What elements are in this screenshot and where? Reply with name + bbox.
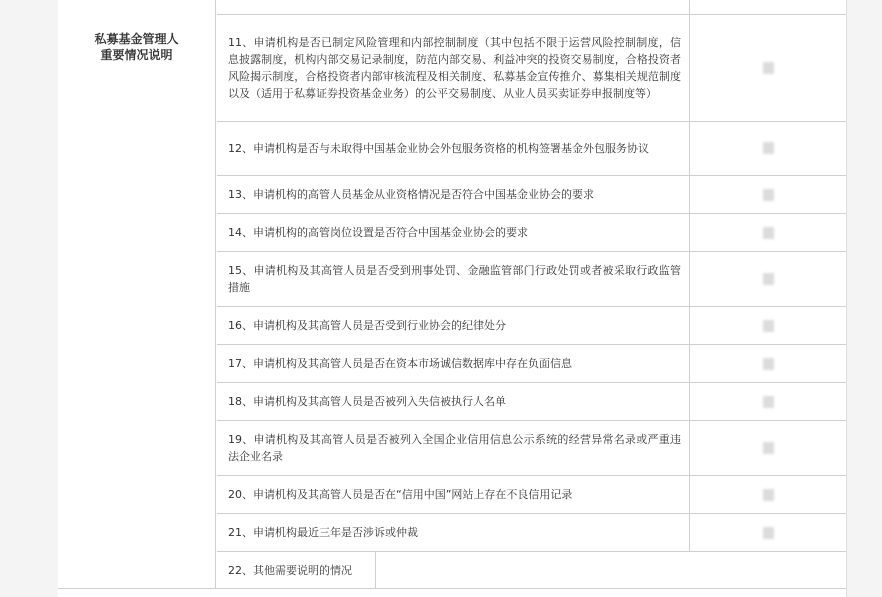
section-label-line1: 私募基金管理人 bbox=[94, 32, 179, 46]
question-11: 11、申请机构是否已制定风险管理和内部控制制度（其中包括不限于运营风险控制制度，信息披露制度，机构内部交易记录制度，防范内部交易、利益冲突的投资交易制度，合格投资者风险揭示制度，合格投资者内部审核流程及相关制度、私募基金宣传推介、募集相关规范制度以及（适用于私募证券投资基金业务）的公平交易制度、从业人员买卖证券申报制度等） bbox=[228, 36, 681, 100]
form-table bbox=[58, 0, 846, 597]
question-17: 17、申请机构及其高管人员是否在资本市场诚信数据库中存在负面信息 bbox=[228, 357, 572, 370]
table-row-21 bbox=[217, 514, 846, 552]
answer-cell-11 bbox=[689, 15, 846, 121]
answer-value-20 bbox=[763, 489, 774, 501]
answer-value-12 bbox=[763, 142, 774, 154]
answer-cell-12 bbox=[689, 121, 846, 175]
answer-value-18 bbox=[763, 396, 774, 408]
table-row-13 bbox=[217, 176, 846, 214]
question-16: 16、申请机构及其高管人员是否受到行业协会的纪律处分 bbox=[228, 319, 506, 332]
table-row-22 bbox=[217, 552, 846, 588]
top-cell-divider bbox=[689, 0, 690, 14]
answer-cell-19 bbox=[689, 421, 846, 475]
section-label-line2: 重要情况说明 bbox=[100, 48, 173, 62]
question-15: 15、申请机构及其高管人员是否受到刑事处罚、金融监管部门行政处罚或者被采取行政监管措施 bbox=[228, 264, 681, 294]
question-19: 19、申请机构及其高管人员是否被列入全国企业信用信息公示系统的经营异常名录或严重违法企业名录 bbox=[228, 433, 681, 463]
table-bottom-border bbox=[58, 588, 846, 589]
table-row-18 bbox=[217, 383, 846, 421]
answer-cell-21 bbox=[689, 514, 846, 551]
table-row-14 bbox=[217, 214, 846, 252]
answer-cell-20 bbox=[689, 476, 846, 513]
question-21: 21、申请机构最近三年是否涉诉或仲裁 bbox=[228, 526, 418, 539]
answer-cell-13 bbox=[689, 176, 846, 213]
left-margin-panel bbox=[0, 0, 59, 597]
table-row-17 bbox=[217, 345, 846, 383]
answer-value-13 bbox=[763, 189, 774, 201]
question-13: 13、申请机构的高管人员基金从业资格情况是否符合中国基金业协会的要求 bbox=[228, 188, 594, 201]
answer-value-14 bbox=[763, 227, 774, 239]
question-18: 18、申请机构及其高管人员是否被列入失信被执行人名单 bbox=[228, 395, 506, 408]
answer-cell-15 bbox=[689, 252, 846, 306]
answer-value-19 bbox=[763, 442, 774, 454]
question-20: 20、申请机构及其高管人员是否在“信用中国”网站上存在不良信用记录 bbox=[228, 488, 573, 501]
answer-value-21 bbox=[763, 527, 774, 539]
answer-cell-18 bbox=[689, 383, 846, 420]
answer-cell-16 bbox=[689, 307, 846, 344]
question-12: 12、申请机构是否与未取得中国基金业协会外包服务资格的机构签署基金外包服务协议 bbox=[228, 141, 649, 155]
table-row-19 bbox=[217, 421, 846, 476]
answer-value-16 bbox=[763, 320, 774, 332]
question-14: 14、申请机构的高管岗位设置是否符合中国基金业协会的要求 bbox=[228, 226, 528, 239]
answer-cell-14 bbox=[689, 214, 846, 251]
question-22: 22、其他需要说明的情况 bbox=[228, 563, 352, 577]
answer-value-15 bbox=[763, 273, 774, 285]
section-label bbox=[58, 0, 216, 588]
answer-cell-22[interactable] bbox=[375, 552, 846, 588]
table-row-11 bbox=[217, 14, 846, 122]
answer-value-17 bbox=[763, 358, 774, 370]
table-row-15 bbox=[217, 252, 846, 307]
right-margin-panel bbox=[846, 0, 882, 597]
answer-value-11 bbox=[763, 62, 774, 74]
table-row-12 bbox=[217, 121, 846, 176]
answer-cell-17 bbox=[689, 345, 846, 382]
table-row-20 bbox=[217, 476, 846, 514]
table-row-16 bbox=[217, 307, 846, 345]
